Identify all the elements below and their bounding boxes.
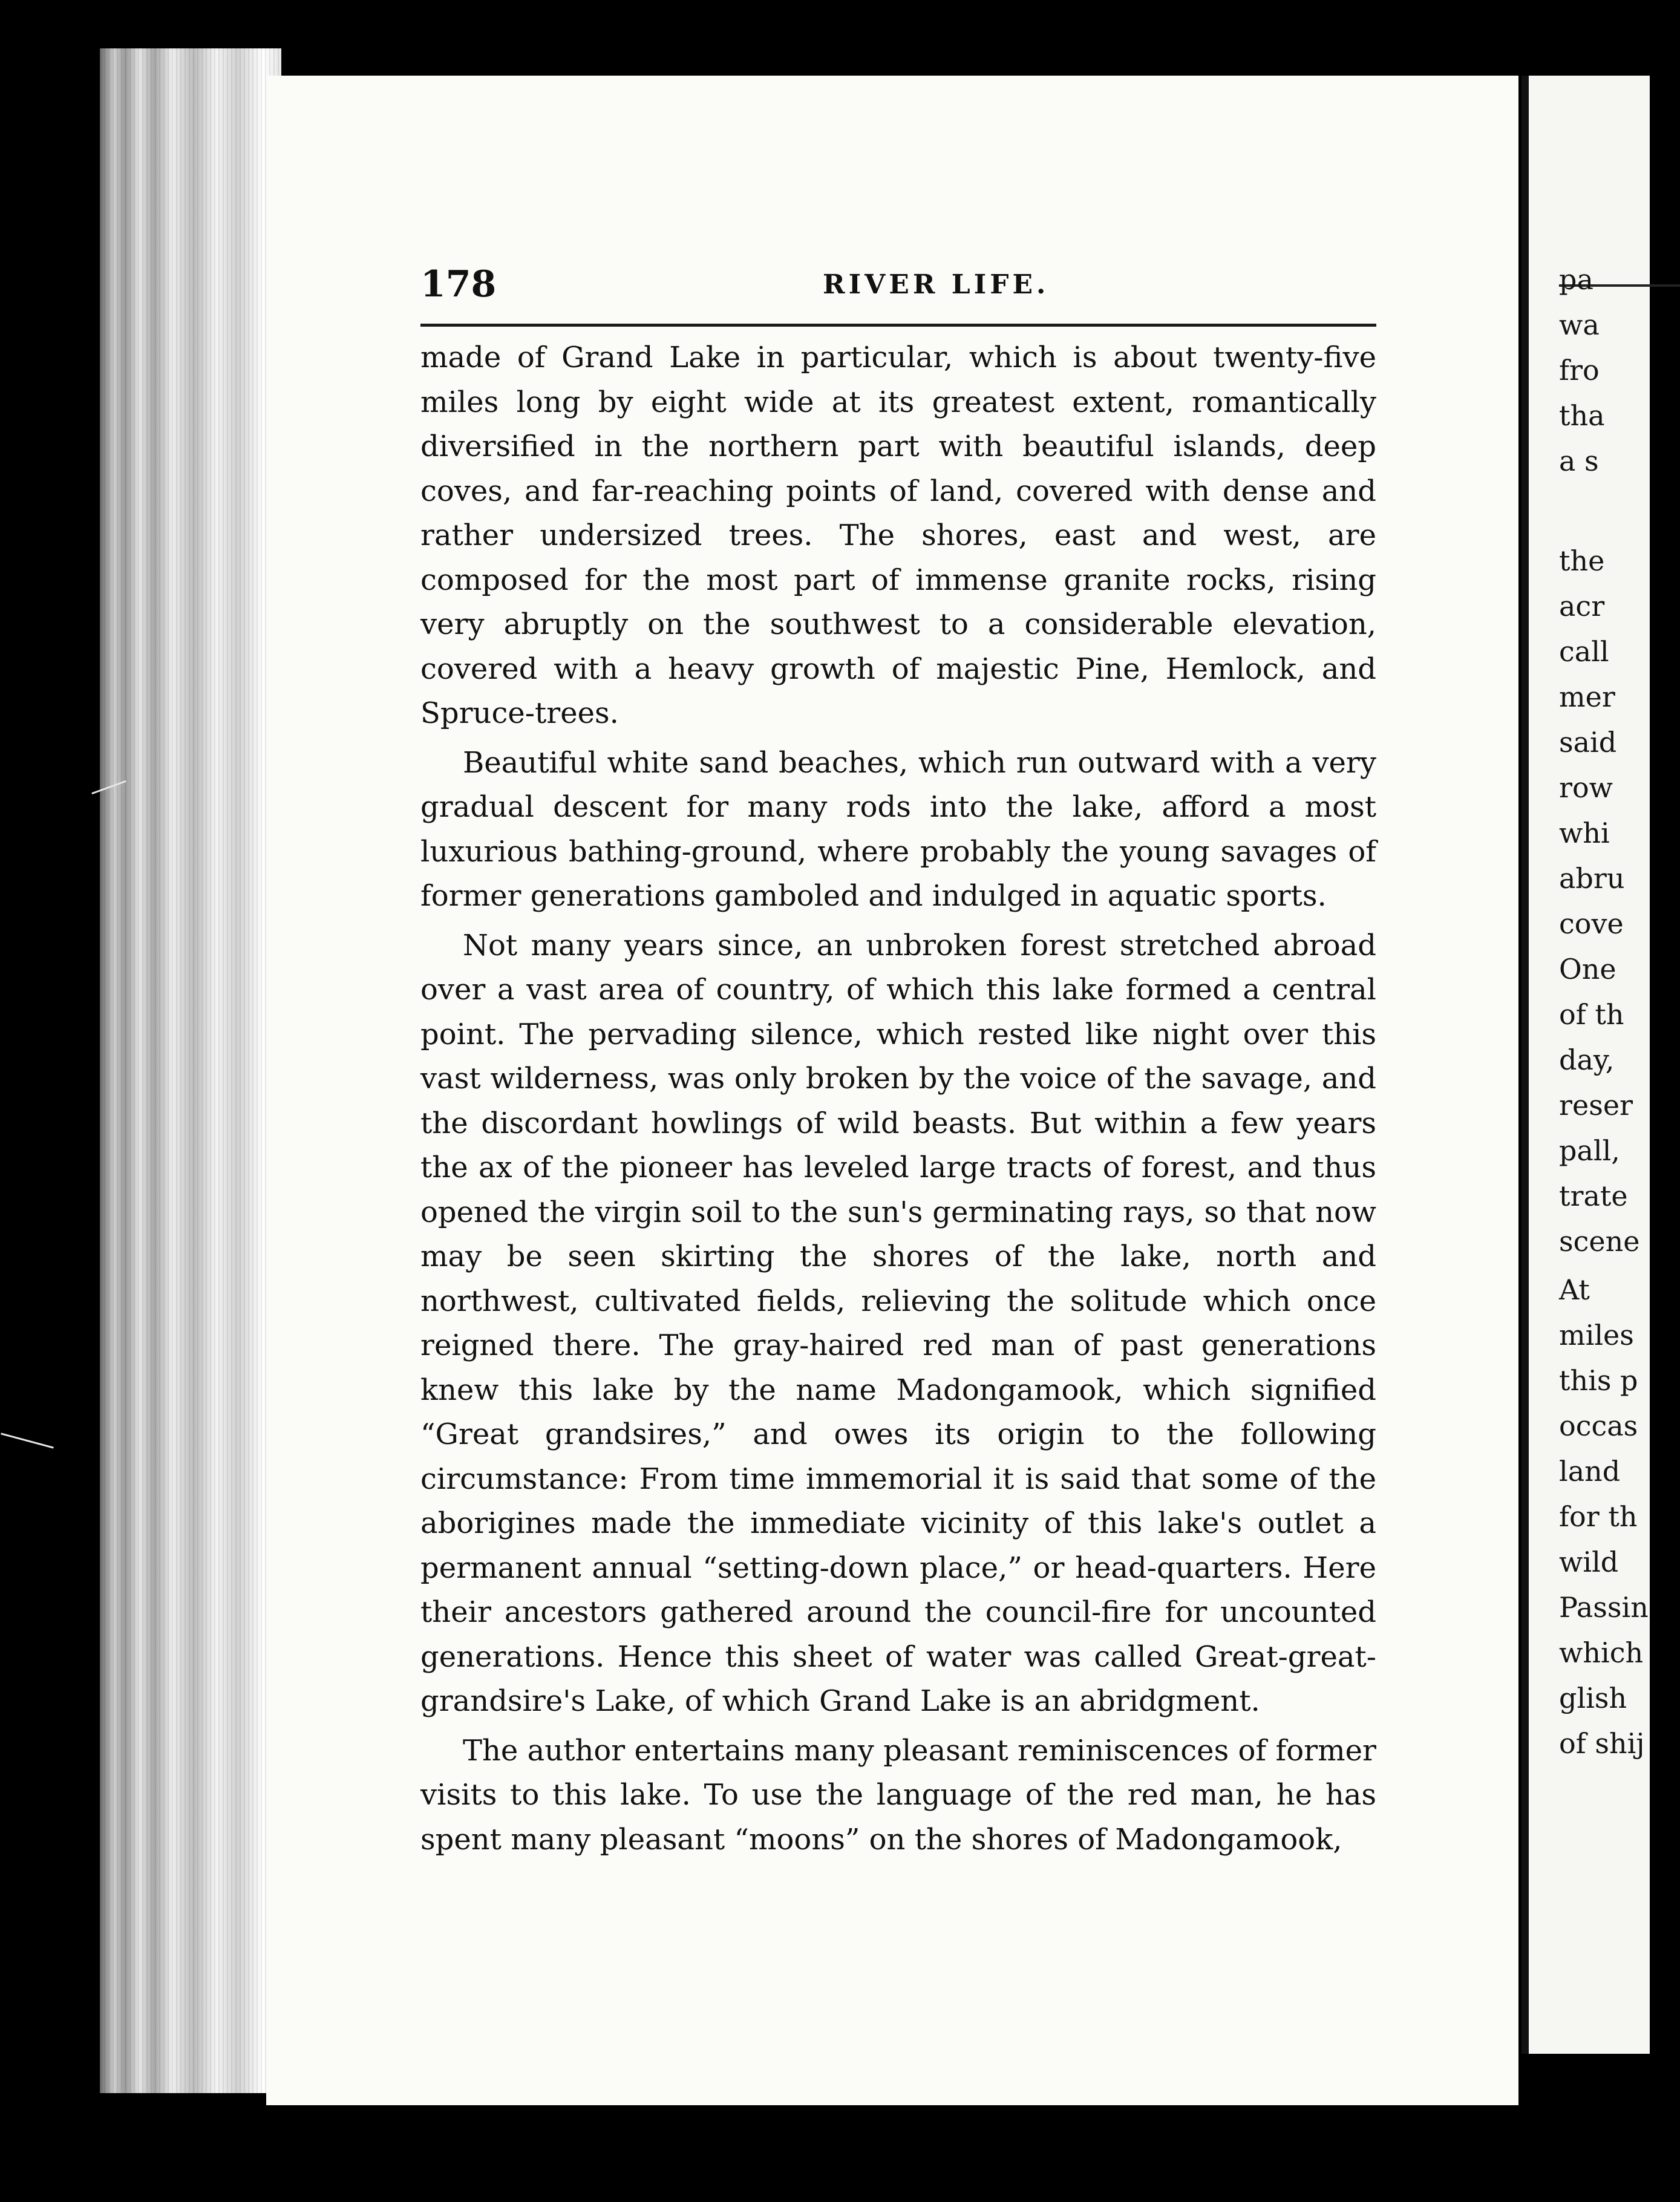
book-page [266, 76, 1518, 2105]
facing-page-line: land [1559, 1455, 1621, 1488]
facing-page-line: trate [1559, 1180, 1628, 1212]
facing-page-line: occas [1559, 1410, 1638, 1442]
scan-artifact [1, 1433, 54, 1448]
page-number: 178 [420, 263, 497, 305]
facing-page-line: One [1559, 953, 1616, 985]
facing-page-line: whi [1559, 817, 1610, 849]
facing-page-line: Passin [1559, 1591, 1649, 1624]
facing-page-line: acr [1559, 590, 1605, 622]
book-page-edges [100, 48, 281, 2093]
facing-page-line: At [1559, 1273, 1590, 1306]
facing-page-line: of shij [1559, 1727, 1645, 1760]
facing-page-line: said [1559, 726, 1617, 759]
facing-page-line: day, [1559, 1044, 1615, 1076]
facing-page-line: for th [1559, 1500, 1638, 1533]
facing-page-line: row [1559, 771, 1613, 804]
facing-page-line: which [1559, 1636, 1644, 1669]
facing-page-line: the [1559, 544, 1605, 577]
facing-page [1521, 76, 1650, 2054]
facing-page-line: this p [1559, 1364, 1638, 1397]
facing-page-line: of th [1559, 998, 1624, 1031]
running-head: RIVER LIFE. [823, 269, 1050, 300]
facing-page-line: scene [1559, 1225, 1640, 1258]
facing-page-line: glish [1559, 1682, 1627, 1714]
facing-page-line: wa [1559, 309, 1600, 341]
paragraph: Not many years since, an unbroken forest stretched abroad over a vast area of country, of which this lake formed a central point. The pervading silence, which rested like night over this vast wilderness, was only broken by the voice of the savage, and the discordant howlings of wild beasts. But within a few years the ax of the pioneer has leveled large tracts of forest, and thus opened the virgin soil to the sun's germinating rays, so that now may be seen skirting the shores of the lake, north and northwest, cultivated fields, relieving the solitude which once reigned there. The gray-haired red man of past generations knew this lake by the name Madongamook, which signified “Great grandsires,” and owes its origin to the following circumstance: From time immemorial it is said that some of the aborigines made the immediate vicinity of this lake's outlet a permanent annual “setting-down place,” or head-quarters. Here their ancestors gathered around the council-fire for uncounted generations. Hence this sheet of water was called Great-great-grandsire's Lake, of which Grand Lake is an abridgment. [420, 928, 1376, 1718]
facing-page-line: a s [1559, 445, 1599, 477]
facing-page-line: mer [1559, 681, 1615, 713]
paragraph: made of Grand Lake in particular, which is about twenty-five miles long by eight wide at its greatest extent, romantically diversified in the northern part with beautiful islands, deep coves, and far-reaching points of land, covered with dense and rather undersized trees. The shores, east and west, are composed for the most part of immense granite rocks, rising very abruptly on the southwest to a considerable elevation, covered with a heavy growth of majestic Pine, Hemlock, and Spruce-trees. [420, 341, 1376, 730]
body-text [420, 336, 1376, 1867]
facing-page-line: call [1559, 635, 1609, 668]
facing-page-line: abru [1559, 862, 1625, 895]
facing-page-line: pa [1559, 263, 1593, 296]
facing-page-line: cove [1559, 907, 1624, 940]
header-rule [420, 324, 1376, 327]
facing-page-line: tha [1559, 399, 1605, 432]
facing-page-line: reser [1559, 1089, 1633, 1122]
facing-page-line: miles [1559, 1319, 1634, 1351]
facing-page-line: wild [1559, 1546, 1619, 1578]
paragraph: The author entertains many pleasant reminiscences of former visits to this lake. To use the language of the red man, he has spent many pleasant “moons” on the shores of Madongamook, [420, 1733, 1376, 1857]
facing-page-line: fro [1559, 354, 1600, 387]
paragraph: Beautiful white sand beaches, which run outward with a very gradual descent for many rods into the lake, afford a most luxurious bathing-ground, where probably the young savages of former generations gamboled and indulged in aquatic sports. [420, 745, 1376, 913]
facing-page-line: pall, [1559, 1134, 1620, 1167]
